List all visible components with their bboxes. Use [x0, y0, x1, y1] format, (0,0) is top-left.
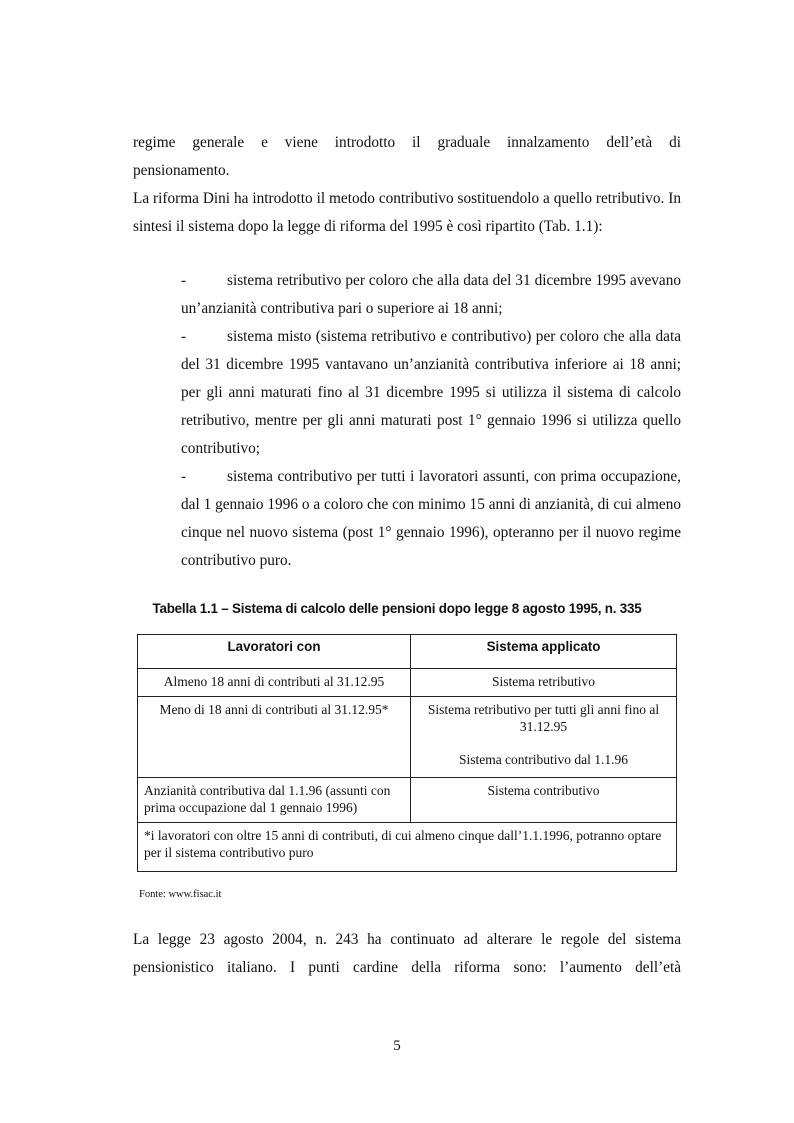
dini-reform-paragraph: [133, 185, 681, 241]
table-row: [138, 697, 677, 778]
intro-line-1: regime generale e viene introdotto il graduale innalzamento dell’età di: [133, 134, 681, 151]
intro-line-2: pensionamento.: [133, 162, 230, 179]
list-item: [181, 267, 681, 323]
table-cell-line: Sistema contributivo dal 1.1.96: [458, 752, 629, 767]
table-cell-line: Sistema retributivo per tutti gli anni fino al 31.12.95: [427, 702, 660, 734]
pension-calculation-table: [137, 634, 677, 872]
page-number: 5: [393, 1038, 401, 1054]
list-item-text: sistema misto (sistema retributivo e contributivo) per coloro che alla data del 31 dicembre 1995 vantavano un’anzianità contributiva inferiore ai 18 anni; per gli anni maturati fino al 31 dicembre 1995 si utilizza il sistema di calcolo retributivo, mentre per gli anni maturati post 1° gennaio 1996 si utilizza quello contributivo;: [181, 328, 681, 457]
bullet-marker: -: [181, 468, 187, 485]
table-cell: Sistema retributivo: [411, 669, 677, 697]
table-footnote-row: [138, 823, 677, 872]
table-cell: [411, 697, 677, 778]
dini-reform-text: La riforma Dini ha introdotto il metodo contributivo sostituendolo a quello retributivo. In sintesi il sistema dopo la legge di riforma del 1995 è così ripartito (Tab. 1.1):: [133, 190, 681, 235]
table-cell: Meno di 18 anni di contributi al 31.12.95*: [138, 697, 411, 778]
table-header-row: [138, 635, 677, 669]
bullet-marker: -: [181, 272, 187, 289]
bullet-marker: -: [181, 328, 187, 345]
table-cell: Almeno 18 anni di contributi al 31.12.95: [138, 669, 411, 697]
column-header-workers: Lavoratori con: [138, 635, 411, 669]
law-2004-text: La legge 23 agosto 2004, n. 243 ha continuato ad alterare le regole del sistema pensionistico italiano. I punti cardine della riforma sono: l’aumento dell’età: [133, 931, 681, 976]
table-footnote: *i lavoratori con oltre 15 anni di contributi, di cui almeno cinque dall’1.1.1996, potranno optare per il sistema contributivo puro: [138, 823, 677, 872]
table-cell: Sistema contributivo: [411, 778, 677, 823]
table-row: [138, 778, 677, 823]
table-row: [138, 669, 677, 697]
table-source: Fonte: www.fisac.it: [139, 889, 222, 900]
intro-paragraph: [133, 129, 681, 185]
pension-systems-list: [181, 267, 681, 575]
list-item-text: sistema retributivo per coloro che alla data del 31 dicembre 1995 avevano un’anzianità contributiva pari o superiore ai 18 anni;: [181, 272, 681, 317]
law-2004-paragraph: [133, 926, 681, 982]
table-cell: Anzianità contributiva dal 1.1.96 (assunti con prima occupazione dal 1 gennaio 1996): [138, 778, 411, 823]
list-item: [181, 323, 681, 463]
table-caption: Tabella 1.1 – Sistema di calcolo delle pensioni dopo legge 8 agosto 1995, n. 335: [152, 601, 642, 616]
list-item-text: sistema contributivo per tutti i lavoratori assunti, con prima occupazione, dal 1 gennaio 1996 o a coloro che con minimo 15 anni di anzianità, di cui almeno cinque nel nuovo sistema (post 1° gennaio 1996), opteranno per il nuovo regime contributivo puro.: [181, 468, 681, 569]
list-item: [181, 463, 681, 575]
column-header-system: Sistema applicato: [411, 635, 677, 669]
